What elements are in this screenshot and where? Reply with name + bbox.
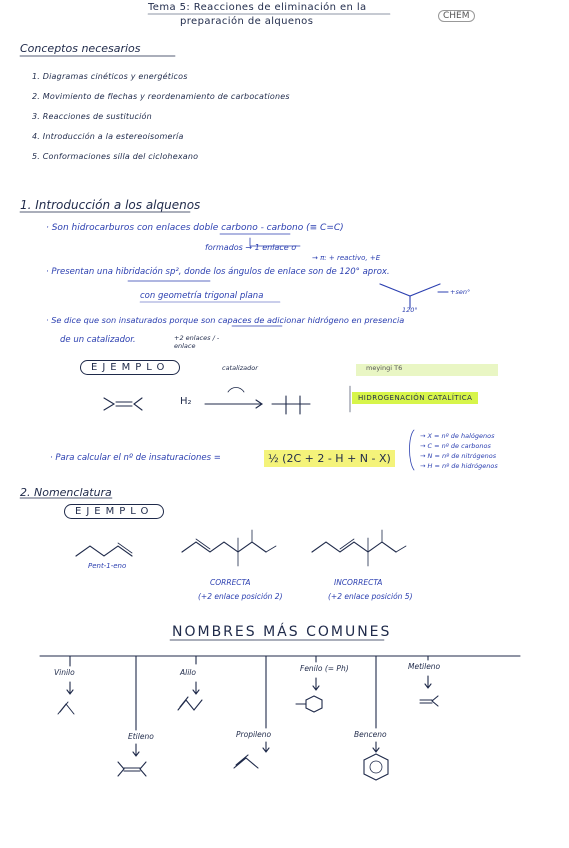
note-box: meyingi T6 [356,364,498,376]
legend-x: → X = nº de halógenos [420,432,495,440]
concepto-item-5: 5. Conformaciones silla del ciclohexano [32,152,199,161]
legend-c: → C = nº de carbonos [420,442,491,450]
nombre-alilo: Alilo [180,668,196,677]
correcta-note: (+2 enlace posición 2) [198,592,283,601]
insat-text: · Para calcular el nº de insaturaciones = [50,453,221,463]
intro-bullet-1-sub: formados → 1 enlace σ [205,243,297,252]
nombre-metileno: Metileno [408,662,441,671]
nombre-fenilo: Fenilo (= Ph) [300,664,349,673]
page-title: Tema 5: Reacciones de eliminación en la [148,2,367,13]
correcta-label: CORRECTA [210,578,251,587]
angle-label: 120° [402,306,418,314]
nombre-propileno: Propileno [236,730,272,739]
concepto-item-4: 4. Introducción a la estereoisomería [32,132,184,141]
concepto-item-3: 3. Reacciones de sustitución [32,112,152,121]
concepto-item-2: 2. Movimiento de flechas y reordenamiento de carbocationes [32,92,290,101]
concepto-item-1: 1. Diagramas cinéticos y energéticos [32,72,188,81]
intro-bullet-3-note: +2 enlaces / -enlace [174,334,220,350]
intro-bullet-1: · Son hidrocarburos con enlaces doble carbono - carbono (≡ C=C) [46,223,344,233]
h2-label: H₂ [180,396,192,407]
ejemplo-badge-2: EJEMPLO [64,504,164,519]
incorrecta-label: INCORRECTA [334,578,383,587]
legend-h: → H = nº de hidrógenos [420,462,498,470]
intro-bullet-3: · Se dice que son insaturados porque son capaces de adicionar hidrógeno en presencia [46,315,405,325]
intro-bullet-3-sub: de un catalizador. [60,335,136,345]
conceptos-heading: Conceptos necesarios [20,42,141,55]
intro-bullet-1-sub2: → π: + reactivo, +E [312,254,381,262]
nombre-benceno: Benceno [354,730,387,739]
intro-heading: 1. Introducción a los alquenos [20,198,201,212]
nomenclatura-heading: 2. Nomenclatura [20,486,112,499]
hidrogenacion-label: HIDROGENACIÓN CATALÍTICA [352,392,478,404]
insat-formula: ½ (2C + 2 - H + N - X) [264,450,395,467]
logo: CHEM [438,10,475,22]
incorrecta-note: (+2 enlace posición 5) [328,592,413,601]
nombre-vinilo: Vinilo [54,668,75,677]
page-subtitle: preparación de alquenos [180,16,314,27]
unit-label: +sen° [450,288,471,296]
ejemplo-badge-1: EJEMPLO [80,360,180,375]
intro-bullet-2: · Presentan una hibridación sp², donde los ángulos de enlace son de 120° aprox. [46,267,390,277]
nombre-etileno: Etileno [128,732,154,741]
catalizador-label: catalizador [222,364,258,372]
intro-bullet-2-sub: con geometría trigonal plana [140,291,264,301]
pent-label: Pent-1-eno [88,562,127,570]
nombres-heading: NOMBRES MÁS COMUNES [172,624,392,640]
legend-n: → N = nº de nitrógenos [420,452,497,460]
